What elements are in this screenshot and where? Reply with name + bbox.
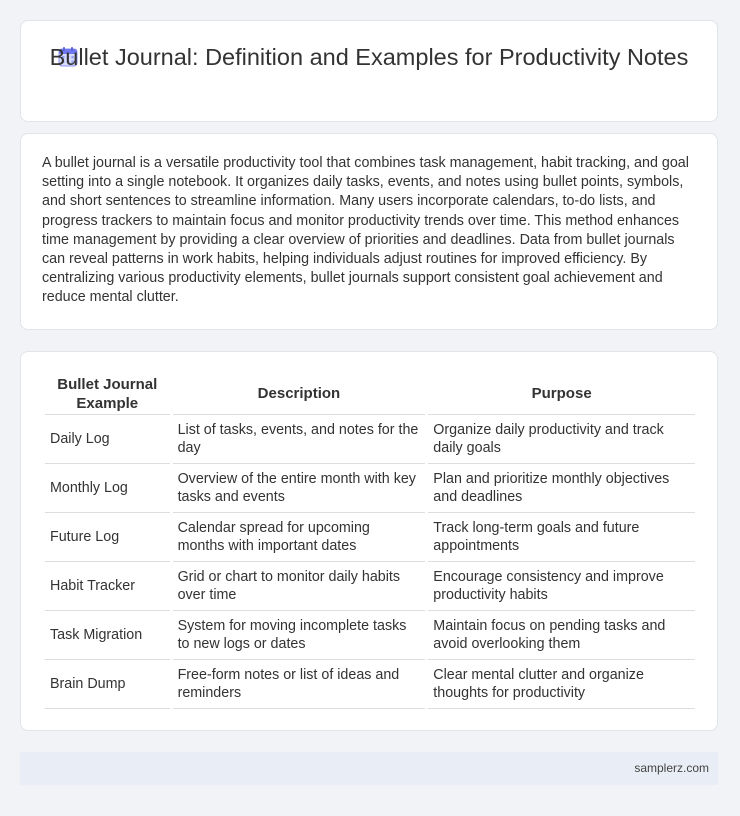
intro-card bbox=[20, 133, 718, 330]
cell-example: Brain Dump bbox=[45, 660, 170, 709]
table-card bbox=[20, 351, 718, 731]
cell-example: Daily Log bbox=[45, 415, 170, 464]
table-row bbox=[45, 562, 695, 611]
footer-site-link[interactable]: samplerz.com bbox=[634, 761, 709, 775]
cell-description: List of tasks, events, and notes for the day bbox=[173, 415, 426, 464]
page-title: Bullet Journal: Definition and Examples for Productivity Notes bbox=[49, 44, 689, 70]
cell-example: Habit Tracker bbox=[45, 562, 170, 611]
cell-description: Free-form notes or list of ideas and reminders bbox=[173, 660, 426, 709]
cell-description: System for moving incomplete tasks to new logs or dates bbox=[173, 611, 426, 660]
cell-example: Monthly Log bbox=[45, 464, 170, 513]
cell-purpose: Encourage consistency and improve productivity habits bbox=[428, 562, 695, 611]
cell-purpose: Track long-term goals and future appointments bbox=[428, 513, 695, 562]
header-purpose: Purpose bbox=[428, 373, 695, 415]
cell-description: Calendar spread for upcoming months with important dates bbox=[173, 513, 426, 562]
cell-purpose: Maintain focus on pending tasks and avoid overlooking them bbox=[428, 611, 695, 660]
table-row bbox=[45, 660, 695, 709]
table-row bbox=[45, 611, 695, 660]
table-header-row bbox=[45, 373, 695, 415]
table-row bbox=[45, 464, 695, 513]
examples-table bbox=[42, 373, 698, 709]
cell-purpose: Plan and prioritize monthly objectives and deadlines bbox=[428, 464, 695, 513]
cell-description: Grid or chart to monitor daily habits over time bbox=[173, 562, 426, 611]
intro-paragraph: A bullet journal is a versatile productivity tool that combines task management, habit tracking, and goal setting into a single notebook. It organizes daily tasks, events, and notes using bullet points, symbols, and short sentences to streamline information. Many users incorporate calendars, to-do lists, and progress trackers to maintain focus and monitor productivity trends over time. This method enhances time management by providing a clear overview of priorities and deadlines. Data from bullet journals can reveal patterns in work habits, helping individuals adjust routines for improved efficiency. By centralizing various productivity elements, bullet journals support consistent goal achievement and reduce mental clutter. bbox=[42, 155, 689, 306]
cell-example: Task Migration bbox=[45, 611, 170, 660]
header-description: Description bbox=[173, 373, 426, 415]
cell-purpose: Organize daily productivity and track daily goals bbox=[428, 415, 695, 464]
table-row bbox=[45, 415, 695, 464]
cell-example: Future Log bbox=[45, 513, 170, 562]
cell-purpose: Clear mental clutter and organize thoughts for productivity bbox=[428, 660, 695, 709]
header-example: Bullet Journal Example bbox=[45, 373, 170, 415]
footer bbox=[20, 752, 718, 785]
table-row bbox=[45, 513, 695, 562]
cell-description: Overview of the entire month with key tasks and events bbox=[173, 464, 426, 513]
title-card bbox=[20, 20, 718, 122]
